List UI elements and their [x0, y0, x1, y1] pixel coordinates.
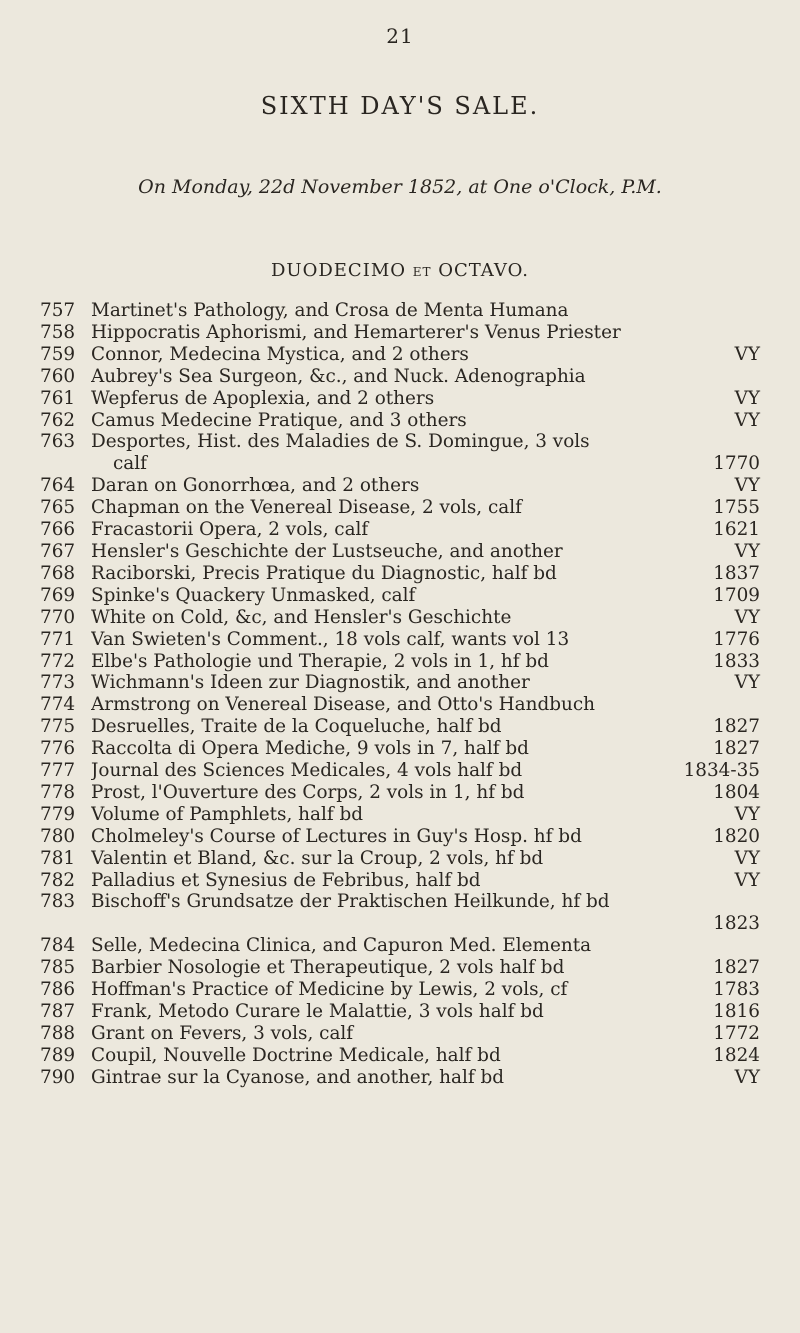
section-title-et: ET [412, 265, 432, 279]
lot-description: Frank, Metodo Curare le Malattie, 3 vols half bd [91, 1001, 544, 1022]
lot-row [40, 957, 760, 979]
lot-date: 1827 [713, 738, 760, 760]
lot-row [40, 1023, 760, 1045]
lot-number: 782 [40, 869, 76, 891]
lot-date: VY [734, 475, 760, 497]
lot-number: 770 [40, 606, 76, 628]
lot-description: Elbe's Pathologie und Therapie, 2 vols in 1, hf bd [91, 650, 549, 672]
lot-date: 1783 [713, 979, 760, 1001]
lot-row [40, 1067, 760, 1089]
lot-description: Cholmeley's Course of Lectures in Guy's Hosp. hf bd [91, 825, 582, 847]
lot-row [40, 760, 760, 782]
indent-spacer [40, 453, 113, 475]
lot-number: 780 [40, 825, 76, 847]
lot-date: 1834-35 [683, 760, 760, 782]
lot-date: VY [734, 343, 760, 365]
lot-row [40, 519, 760, 541]
lot-number: 764 [40, 475, 76, 497]
lot-description: Wichmann's Ideen zur Diagnostik, and another [91, 672, 530, 694]
lot-row [40, 804, 760, 826]
lot-continuation [40, 453, 760, 475]
lot-description: Desportes, Hist. des Maladies de S. Domingue, 3 vols [91, 431, 590, 453]
lot-description: Van Swieten's Comment., 18 vols calf, wants vol 13 [91, 628, 570, 650]
lot-description: Palladius et Synesius de Febribus, half bd [91, 869, 481, 891]
lot-row [40, 826, 760, 848]
lot-date: 1770 [713, 453, 760, 475]
lot-description: Selle, Medecina Clinica, and Capuron Med. Elementa [91, 935, 592, 957]
section-title-left: DUODECIMO [271, 260, 406, 281]
lot-description: Prost, l'Ouverture des Corps, 2 vols in 1, hf bd [91, 781, 525, 803]
section-title [0, 260, 800, 281]
lot-number: 762 [40, 409, 76, 431]
lot-date: VY [734, 387, 760, 409]
lot-row [40, 782, 760, 804]
lot-row [40, 410, 760, 432]
lot-number: 776 [40, 738, 76, 760]
lot-number: 759 [40, 343, 76, 365]
lot-description: Raciborski, Precis Pratique du Diagnostic, half bd [91, 562, 557, 584]
lot-date: VY [734, 1066, 760, 1088]
lot-description: Chapman on the Venereal Disease, 2 vols, calf [91, 497, 522, 519]
sale-heading: SIXTH DAY'S SALE. [260, 92, 540, 120]
lot-number: 787 [40, 1001, 76, 1022]
lot-row [40, 497, 760, 519]
lot-number: 757 [40, 300, 76, 321]
lot-row [40, 979, 760, 1001]
lot-date: 1824 [713, 1044, 760, 1066]
lot-row [40, 388, 760, 410]
lot-row [40, 607, 760, 629]
lot-number: 758 [40, 321, 76, 343]
lot-description: Coupil, Nouvelle Doctrine Medicale, half bd [91, 1044, 501, 1066]
lot-date: VY [734, 540, 760, 562]
lot-row [40, 541, 760, 563]
lot-description: Fracastorii Opera, 2 vols, calf [91, 519, 369, 541]
lot-row [40, 935, 760, 957]
lot-date: 1755 [713, 497, 760, 519]
lot-continuation [40, 913, 760, 935]
lot-row [40, 322, 760, 344]
lot-row [40, 344, 760, 366]
lot-row [40, 694, 760, 716]
lot-date: 1823 [713, 913, 760, 935]
lot-date: VY [734, 409, 760, 431]
lot-date: 1837 [713, 562, 760, 584]
lot-description: Hensler's Geschichte der Lustseuche, and another [91, 540, 563, 562]
lot-date: 1709 [713, 584, 760, 606]
lot-description: Hippocratis Aphorismi, and Hemarterer's Venus Priester [91, 321, 621, 343]
lot-row [40, 870, 760, 892]
lot-number: 785 [40, 957, 76, 979]
lot-number: 767 [40, 540, 76, 562]
lot-row [40, 651, 760, 673]
lot-row [40, 891, 760, 913]
lot-description: Hoffman's Practice of Medicine by Lewis, 2 vols, cf [91, 979, 568, 1001]
lot-number: 768 [40, 562, 76, 584]
lot-description: Grant on Fevers, 3 vols, calf [91, 1022, 354, 1044]
lot-number: 778 [40, 781, 76, 803]
lot-number: 773 [40, 672, 76, 694]
lot-description: Camus Medecine Pratique, and 3 others [91, 409, 467, 431]
lot-date: 1772 [713, 1022, 760, 1044]
lot-description: Barbier Nosologie et Therapeutique, 2 vols half bd [91, 957, 565, 979]
lot-number: 784 [40, 935, 76, 957]
lot-date: 1820 [713, 825, 760, 847]
lot-row [40, 848, 760, 870]
lot-row [40, 366, 760, 388]
lot-number: 763 [40, 431, 76, 453]
lot-date: 1776 [713, 628, 760, 650]
lot-date: 1833 [713, 650, 760, 672]
lot-row [40, 585, 760, 607]
lot-description: Raccolta di Opera Mediche, 9 vols in 7, half bd [91, 738, 529, 760]
page-number: 21 [386, 24, 414, 48]
lot-description: Bischoff's Grundsatze der Praktischen Heilkunde, hf bd [91, 891, 610, 913]
lot-date: VY [734, 606, 760, 628]
lot-date: VY [734, 672, 760, 694]
lot-date: 1827 [713, 716, 760, 738]
sale-date-line: On Monday, 22d November 1852, at One o'Clock, P.M. [138, 176, 662, 198]
lot-row [40, 563, 760, 585]
lot-row [40, 716, 760, 738]
lot-description: Gintrae sur la Cyanose, and another, half bd [91, 1066, 505, 1088]
lot-row [40, 672, 760, 694]
lot-list [40, 300, 760, 1089]
lot-description: Daran on Gonorrhœa, and 2 others [91, 475, 420, 497]
lot-row [40, 475, 760, 497]
lot-number: 769 [40, 584, 76, 606]
lot-row [40, 738, 760, 760]
lot-description: Volume of Pamphlets, half bd [91, 803, 364, 825]
section-title-right: OCTAVO. [438, 260, 529, 281]
lot-number: 779 [40, 803, 76, 825]
lot-number: 771 [40, 628, 76, 650]
lot-description: Desruelles, Traite de la Coqueluche, half bd [91, 716, 502, 738]
lot-number: 775 [40, 716, 76, 738]
lot-number: 760 [40, 365, 76, 387]
lot-row [40, 300, 760, 322]
lot-number: 766 [40, 519, 76, 541]
lot-row [40, 629, 760, 651]
lot-date: VY [734, 847, 760, 869]
lot-number: 790 [40, 1066, 76, 1088]
lot-number: 789 [40, 1044, 76, 1066]
lot-continuation-text [113, 913, 707, 935]
lot-description: Armstrong on Venereal Disease, and Otto's Handbuch [91, 694, 595, 716]
lot-number: 765 [40, 497, 76, 519]
lot-date: 1621 [713, 519, 760, 541]
lot-description: Spinke's Quackery Unmasked, calf [91, 584, 416, 606]
lot-description: Journal des Sciences Medicales, 4 vols half bd [91, 760, 523, 782]
lot-number: 783 [40, 891, 76, 913]
lot-number: 761 [40, 387, 76, 409]
lot-description: White on Cold, &c, and Hensler's Geschichte [91, 606, 512, 628]
lot-number: 781 [40, 847, 76, 869]
lot-date: VY [734, 803, 760, 825]
lot-row [40, 1001, 760, 1023]
lot-number: 774 [40, 694, 76, 716]
lot-description: Wepferus de Apoplexia, and 2 others [91, 387, 435, 409]
lot-description: Connor, Medecina Mystica, and 2 others [91, 343, 469, 365]
lot-description: Valentin et Bland, &c. sur la Croup, 2 vols, hf bd [91, 847, 544, 869]
lot-date: 1827 [713, 957, 760, 979]
lot-number: 788 [40, 1022, 76, 1044]
indent-spacer [40, 913, 113, 935]
lot-row [40, 1045, 760, 1067]
lot-date: 1816 [713, 1001, 760, 1022]
lot-date: VY [734, 869, 760, 891]
lot-date: 1804 [713, 781, 760, 803]
lot-continuation-text: calf [113, 453, 147, 475]
lot-number: 777 [40, 760, 76, 782]
lot-row [40, 431, 760, 453]
lot-number: 772 [40, 650, 76, 672]
lot-description: Martinet's Pathology, and Crosa de Menta Humana [91, 300, 569, 321]
lot-description: Aubrey's Sea Surgeon, &c., and Nuck. Adenographia [91, 365, 586, 387]
lot-number: 786 [40, 979, 76, 1001]
